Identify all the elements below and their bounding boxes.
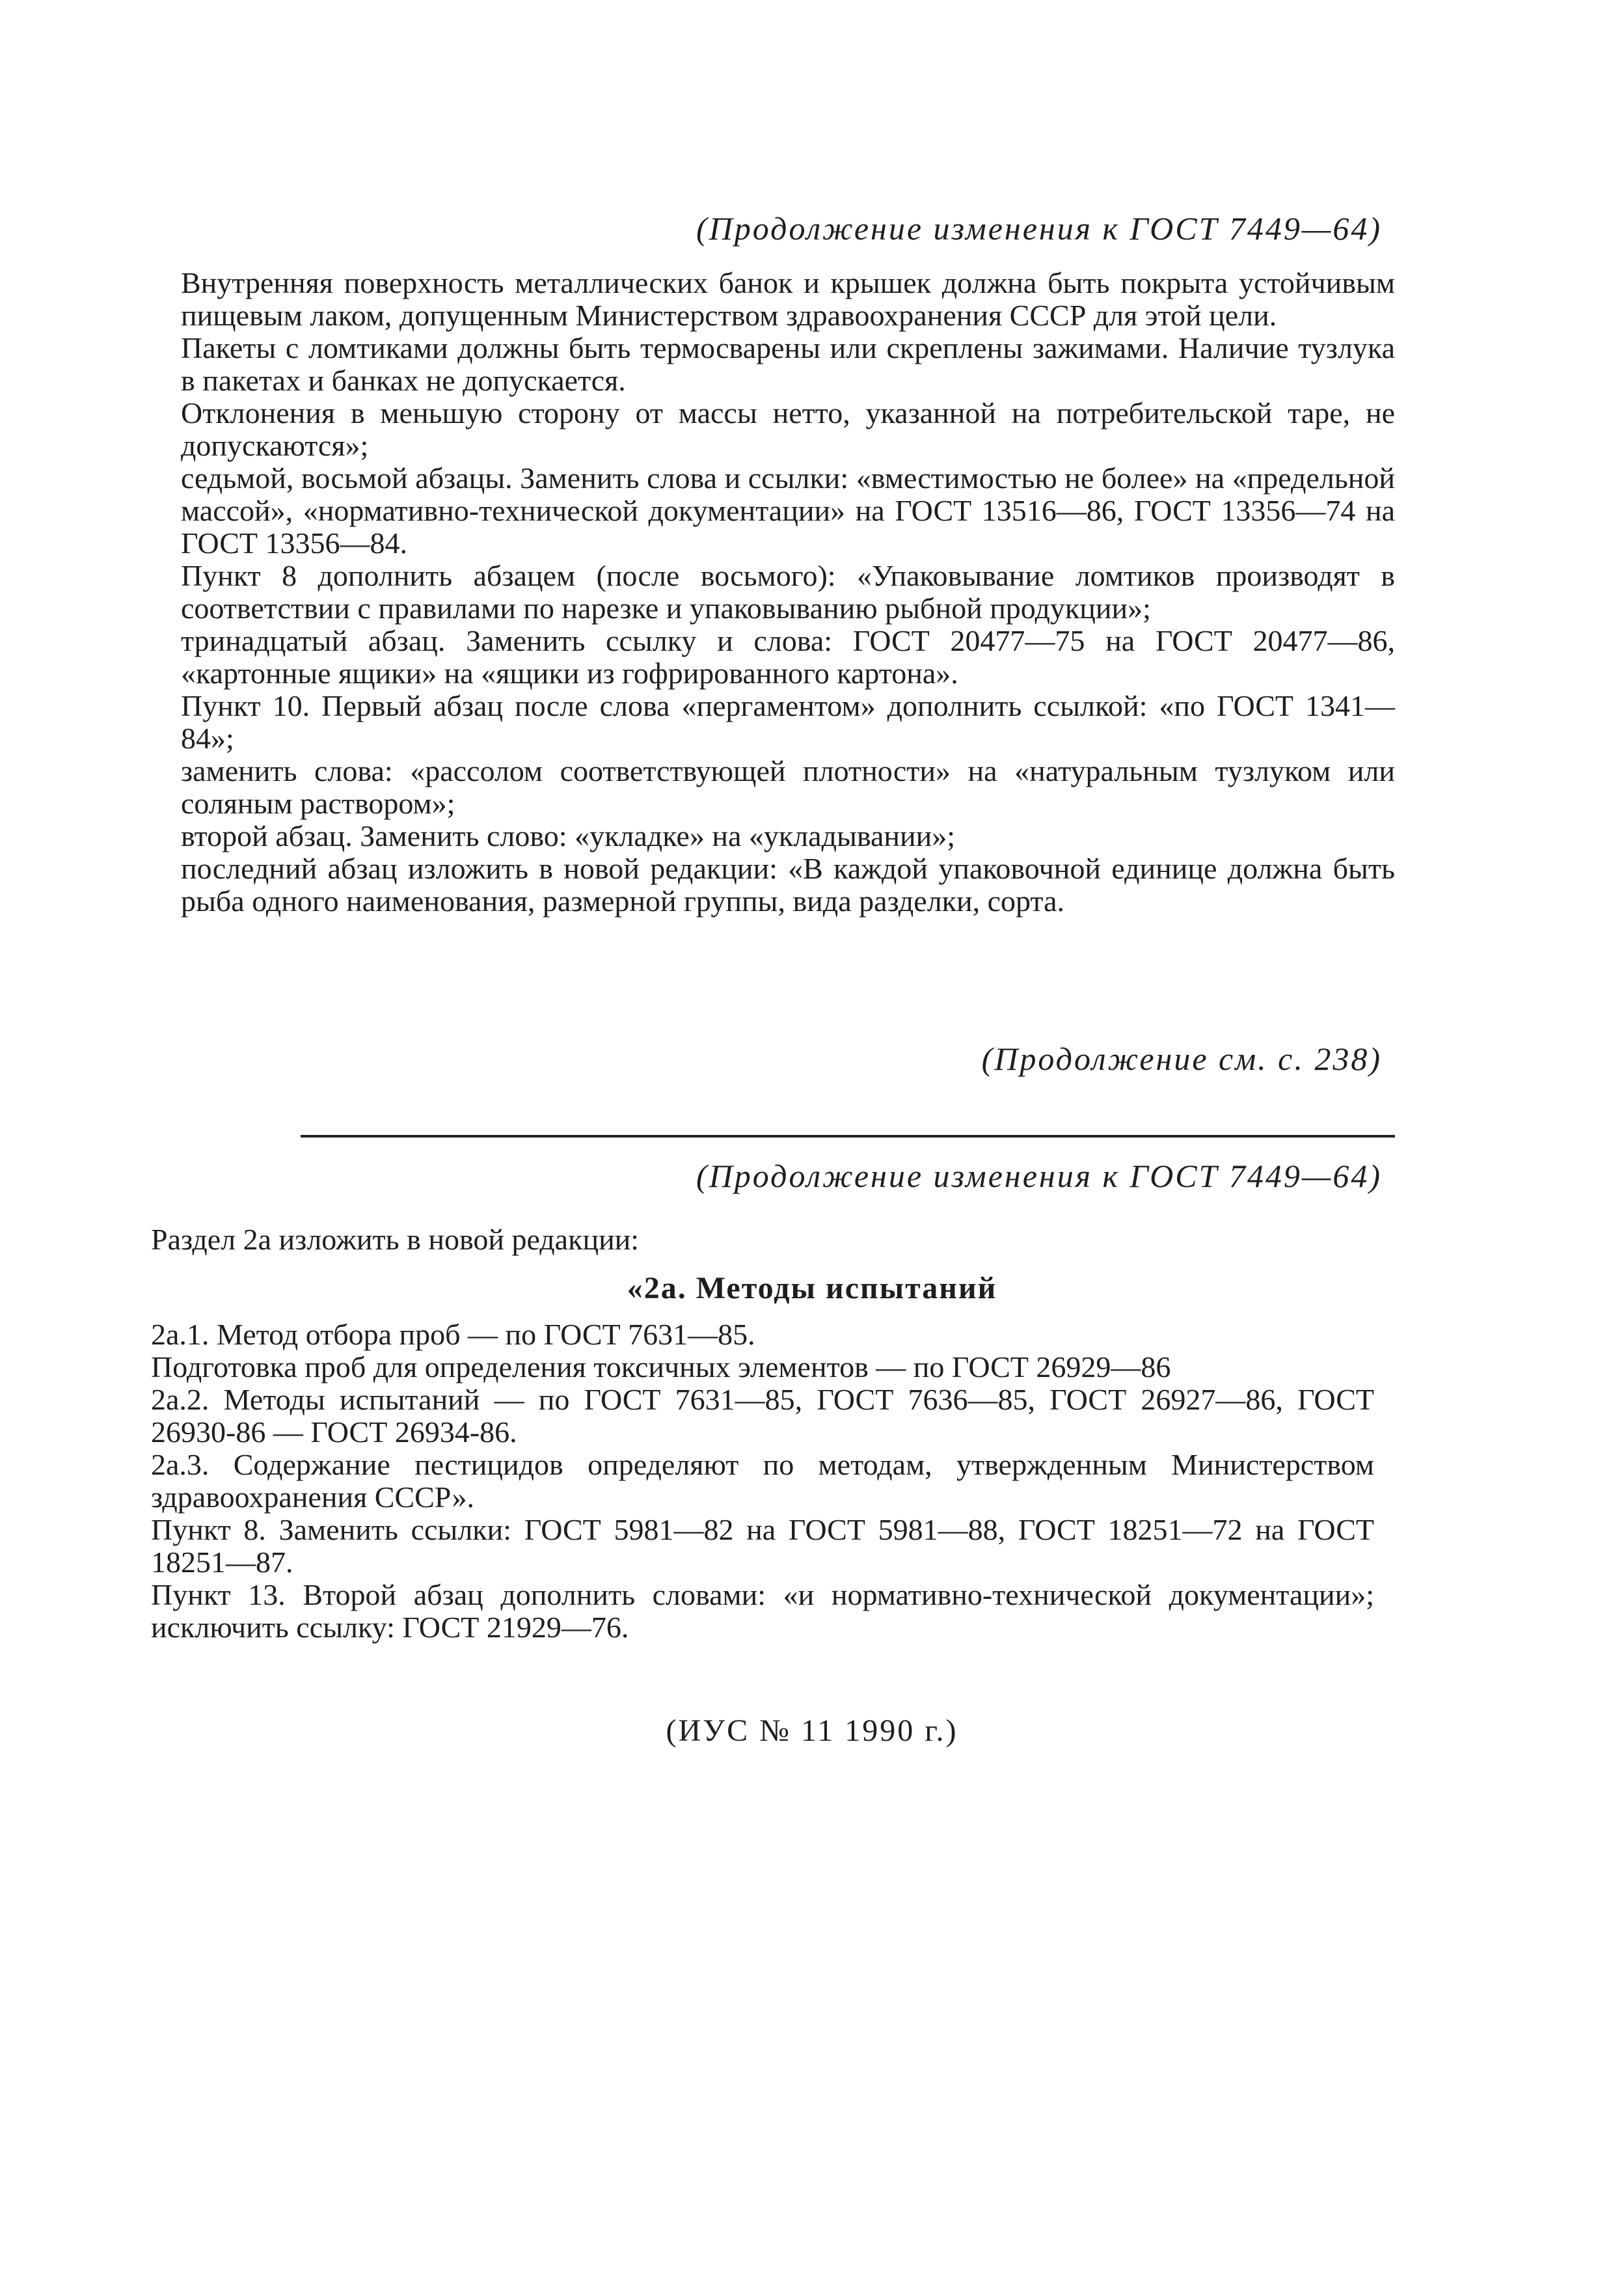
paragraph: тринадцатый абзац. Заменить ссылку и слова: ГОСТ 20477—75 на ГОСТ 20477—86, «картонные ящики» на «ящики из гофрированного картона». [181,624,1395,690]
paragraph: Раздел 2а изложить в новой редакции: [151,1223,640,1256]
continued-note: (Продолжение см. с. 238) [981,1041,1382,1077]
section-title: «2а. Методы испытаний [627,1271,997,1305]
paragraph: Пакеты с ломтиками должны быть термосварены или скреплены зажимами. Наличие тузлука в пакетах и банках не допускается. [181,331,1395,397]
continuation-header-top: (Продолжение изменения к ГОСТ 7449—64) [696,210,1382,247]
paragraph: Пункт 13. Второй абзац дополнить словами: «и нормативно-технической документации»; исключить ссылку: ГОСТ 21929—76. [151,1578,1374,1644]
paragraph: второй абзац. Заменить слово: «укладке» на «укладывании»; [181,819,956,852]
paragraph: Пункт 10. Первый абзац после слова «пергаментом» дополнить ссылкой: «по ГОСТ 1341—84»; [181,689,1395,755]
amendment-text-block-2 [151,1223,1365,1256]
paragraph: заменить слова: «рассолом соответствующей плотности» на «натуральным тузлуком или соляным раствором»; [181,754,1395,820]
paragraph: Подготовка проб для определения токсичных элементов — по ГОСТ 26929—86 [151,1350,1171,1384]
ius-reference: (ИУС № 11 1990 г.) [666,1713,958,1748]
paragraph: 2а.3. Содержание пестицидов определяют по методам, утвержденным Министерством здравоохранения СССР». [151,1448,1374,1514]
amendment-text-block-1 [181,267,1395,918]
paragraph: Пункт 8. Заменить ссылки: ГОСТ 5981—82 на ГОСТ 5981—88, ГОСТ 18251—72 на ГОСТ 18251—87. [151,1513,1374,1579]
continuation-header-bottom: (Продолжение изменения к ГОСТ 7449—64) [696,1158,1382,1194]
amendment-text-block-3 [151,1318,1374,1644]
paragraph: 2а.2. Методы испытаний — по ГОСТ 7631—85, ГОСТ 7636—85, ГОСТ 26927—86, ГОСТ 26930-86 — ГОСТ 26934-86. [151,1383,1374,1449]
paragraph: Пункт 8 дополнить абзацем (после восьмого): «Упаковывание ломтиков производят в соответствии с правилами по нарезке и упаковыванию рыбной продукции»; [181,559,1395,625]
paragraph: 2а.1. Метод отбора проб — по ГОСТ 7631—85. [151,1318,755,1351]
paragraph: седьмой, восьмой абзацы. Заменить слова и ссылки: «вместимостью не более» на «предельной массой», «нормативно-технической документации» на ГОСТ 13516—86, ГОСТ 13356—74 на ГОСТ 13356—84. [181,461,1395,560]
paragraph: Отклонения в меньшую сторону от массы нетто, указанной на потребительской таре, не допускаются»; [181,396,1395,462]
section-divider [301,1135,1395,1138]
paragraph: последний абзац изложить в новой редакции: «В каждой упаковочной единице должна быть рыба одного наименования, размерной группы, вида разделки, сорта. [181,852,1395,918]
paragraph: Внутренняя поверхность металлических банок и крышек должна быть покрыта устойчивым пищевым лаком, допущенным Министерством здравоохранения СССР для этой цели. [181,266,1395,332]
